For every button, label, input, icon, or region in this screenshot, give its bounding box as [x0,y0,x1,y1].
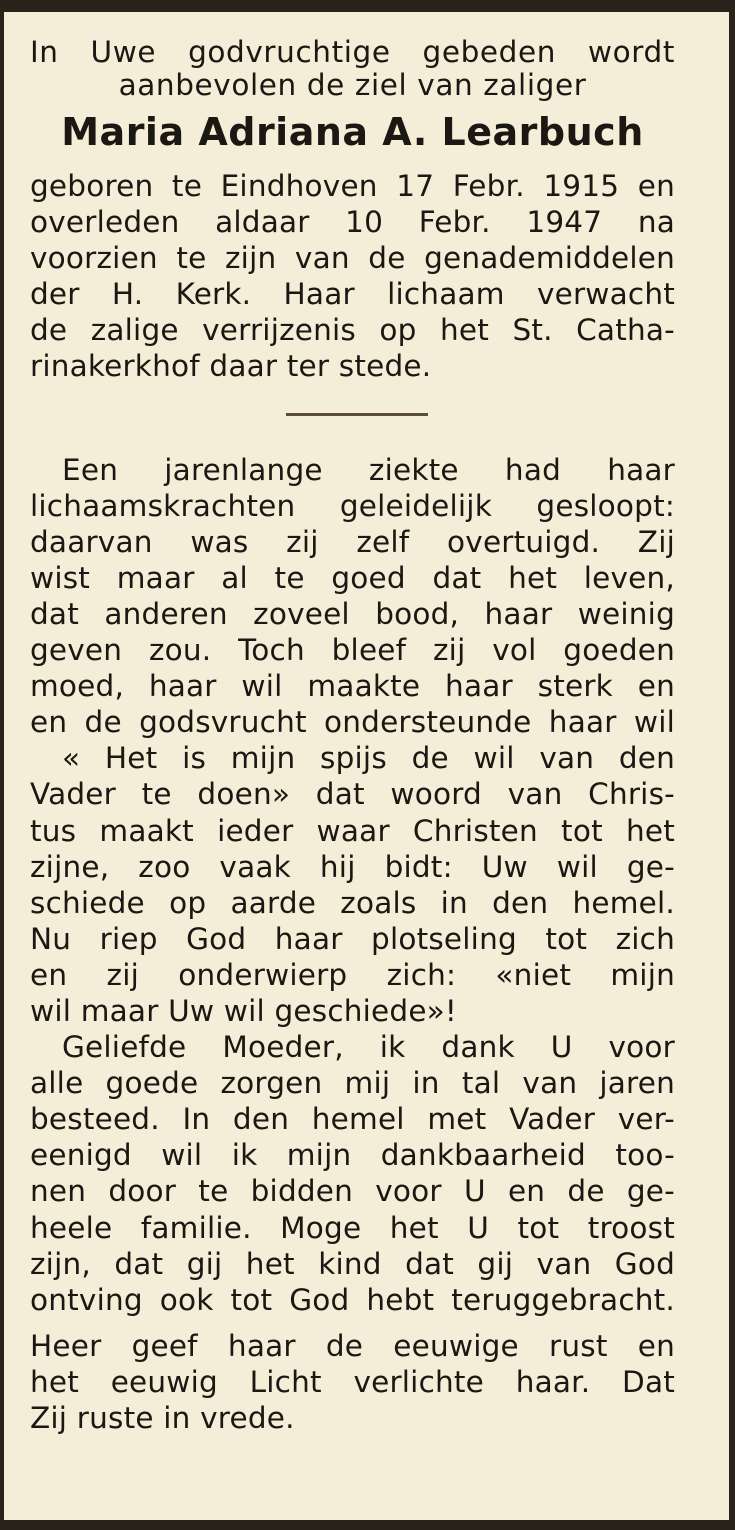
biography-line: overleden aldaar 10 Febr. 1947 na [30,205,675,240]
paragraph-farewell [30,1029,675,1318]
paragraph-line: daarvan was zij zelf overtuigd. Zij [30,524,675,559]
biography-line: geboren te Eindhoven 17 Febr. 1915 en [30,169,675,203]
paragraph-line: Nu riep God haar plotseling tot zich [30,921,675,956]
paragraph-quote [30,740,675,1029]
paragraph-line: besteed. In den hemel met Vader ver- [30,1102,675,1137]
paragraph-line: lichaamskrachten geleidelijk gesloopt: [30,488,675,523]
paragraph-line: dat anderen zoveel bood, haar weinig [30,596,675,631]
divider [286,413,428,416]
prayer-line: Zij ruste in vrede. [30,1401,295,1435]
paragraph-line: nen door te bidden voor U en de ge- [30,1174,675,1209]
memorial-card [4,12,729,1520]
paragraph-line: eenigd wil ik mijn dankbaarheid too- [30,1138,675,1173]
paragraph-line: moed, haar wil maakte haar sterk en [30,669,675,704]
closing-prayer [30,1328,675,1436]
intro-line: In Uwe godvruchtige gebeden wordt [30,35,675,69]
biography-line: der H. Kerk. Haar lichaam verwacht [30,277,675,312]
prayer-line: Heer geef haar de eeuwige rust en [30,1328,675,1363]
paragraph-line: Geliefde Moeder, ik dank U voor [62,1030,675,1065]
biography-line: voorzien te zijn van de genademiddelen [30,241,675,276]
paragraph-line: heele familie. Moge het U tot troost [30,1210,675,1245]
intro-line: aanbevolen de ziel van zaliger [118,68,587,102]
paragraph-line: zijn, dat gij het kind dat gij van God [30,1246,675,1281]
paragraph-line: zijne, zoo vaak hij bidt: Uw wil ge- [30,849,675,884]
paragraph-line: wil maar Uw wil geschiede»! [30,993,457,1028]
paragraph-line: alle goede zorgen mij in tal van jaren [30,1066,675,1101]
intro-text [30,36,675,102]
biography [30,168,675,385]
paragraph-line: en zij onderwierp zich: «niet mijn [30,957,675,992]
paragraph-line: en de godsvrucht ondersteunde haar wil [30,705,675,740]
paragraph-line: ontving ook tot God hebt teruggebracht. [30,1282,675,1317]
paragraph-line: Een jarenlange ziekte had haar [62,452,675,487]
paragraph-line: wist maar al te goed dat het leven, [30,560,675,595]
prayer-line: het eeuwig Licht verlichte haar. Dat [30,1364,675,1399]
paragraph-line: « Het is mijn spijs de wil van den [62,741,675,776]
biography-line: rinakerkhof daar ter stede. [30,349,432,384]
deceased-name: Maria Adriana A. Learbuch [61,110,644,154]
paragraph-illness [30,452,675,741]
biography-line: de zalige verrijzenis op het St. Catha- [30,313,675,348]
paragraph-line: Vader te doen» dat woord van Chris- [30,777,675,812]
paragraph-line: tus maakt ieder waar Christen tot het [30,813,675,848]
paragraph-line: geven zou. Toch bleef zij vol goeden [30,633,675,668]
paragraph-line: schiede op aarde zoals in den hemel. [30,885,675,920]
